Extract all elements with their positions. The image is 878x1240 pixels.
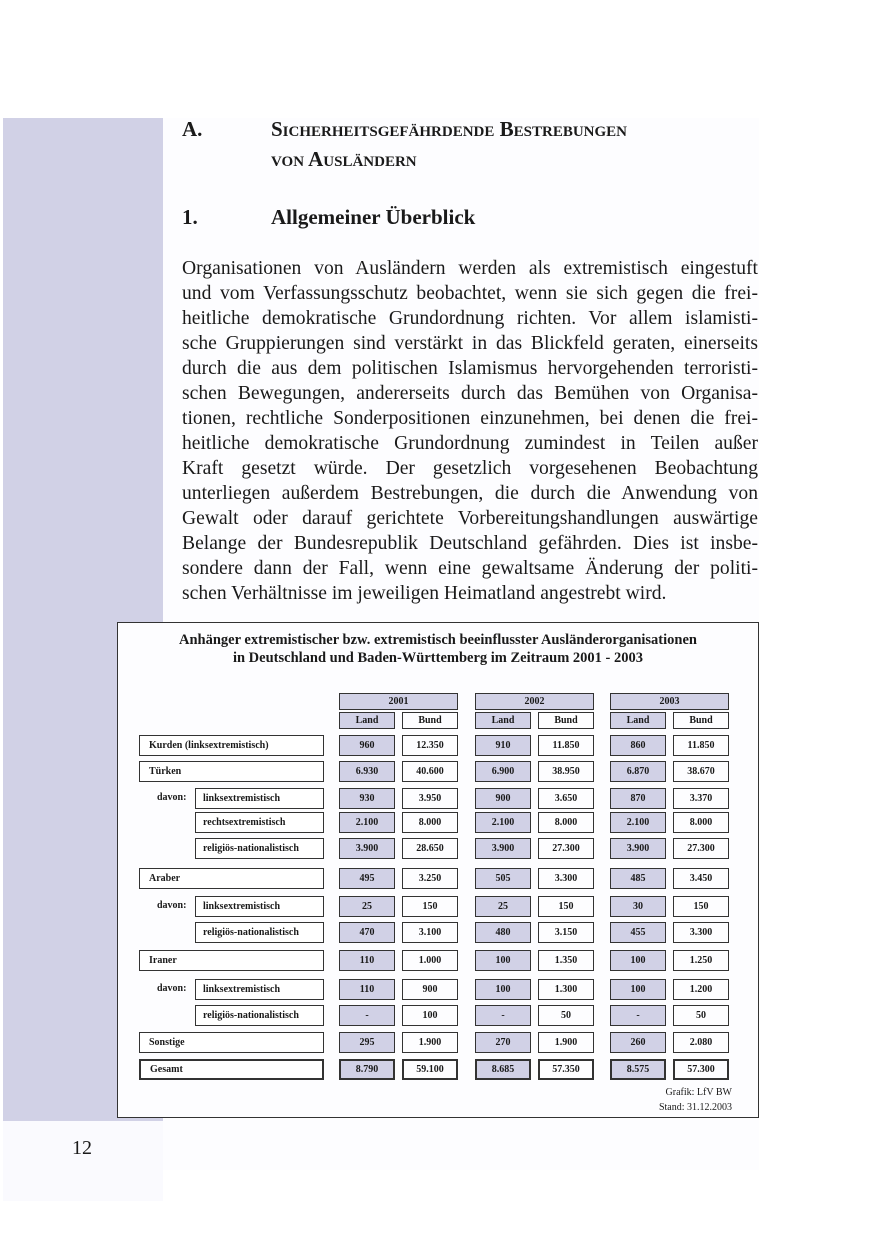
value-bund: 3.370: [673, 788, 729, 809]
value-land: 6.900: [475, 761, 531, 782]
body-line: heitliche demokratische Grundordnung zumindest in Teilen außer: [182, 433, 758, 454]
value-bund: 38.670: [673, 761, 729, 782]
value-land: -: [475, 1005, 531, 1026]
value-land: 2.100: [610, 812, 666, 833]
value-bund: 8.000: [538, 812, 594, 833]
value-land: 100: [610, 950, 666, 971]
value-bund: 8.000: [402, 812, 458, 833]
column-header-bund: Bund: [402, 712, 458, 729]
body-line: und vom Verfassungsschutz beobachtet, wenn sie sich gegen die frei-: [182, 283, 758, 304]
value-bund: 1.000: [402, 950, 458, 971]
value-land: 270: [475, 1032, 531, 1053]
section-title-line1: Sicherheitsgefährdende Bestrebungen: [271, 117, 628, 141]
value-bund: 8.000: [673, 812, 729, 833]
value-land: 455: [610, 922, 666, 943]
value-land: 960: [339, 735, 395, 756]
credit-graphic: Grafik: LfV BW: [665, 1087, 732, 1098]
table-title-line2: in Deutschland und Baden-Württemberg im Zeitraum 2001 - 2003: [232, 650, 644, 666]
davon-label: davon:: [157, 792, 187, 803]
body-line: sondere dann der Fall, wenn eine gewaltsame Änderung der politi-: [182, 558, 758, 579]
value-bund: 12.350: [402, 735, 458, 756]
column-header-land: Land: [475, 712, 531, 729]
subsection-number: 1.: [182, 205, 198, 229]
value-land: 6.930: [339, 761, 395, 782]
value-bund: 11.850: [538, 735, 594, 756]
value-bund: 1.250: [673, 950, 729, 971]
page-number-box: [3, 1121, 163, 1201]
value-land: 470: [339, 922, 395, 943]
value-land: 8.790: [339, 1059, 395, 1080]
value-land: 870: [610, 788, 666, 809]
row-label: Araber: [139, 868, 324, 889]
section-number: A.: [182, 117, 203, 141]
value-bund: 150: [402, 896, 458, 917]
value-bund: 50: [673, 1005, 729, 1026]
value-land: 480: [475, 922, 531, 943]
credit-date: Stand: 31.12.2003: [658, 1102, 732, 1113]
davon-label: davon:: [157, 983, 187, 994]
row-label: religiös-nationalistisch: [195, 1005, 324, 1026]
column-header-bund: Bund: [538, 712, 594, 729]
row-label: Iraner: [139, 950, 324, 971]
page-number: 12: [72, 1137, 92, 1159]
value-bund: 1.200: [673, 979, 729, 1000]
body-line: unterliegen außerdem Bestrebungen, die durch die Anwendung von: [182, 483, 758, 504]
value-bund: 57.300: [673, 1059, 729, 1080]
value-land: 110: [339, 979, 395, 1000]
value-land: 930: [339, 788, 395, 809]
value-bund: 1.900: [538, 1032, 594, 1053]
value-land: 860: [610, 735, 666, 756]
value-bund: 3.450: [673, 868, 729, 889]
value-bund: 900: [402, 979, 458, 1000]
data-table: [117, 622, 759, 1118]
body-line: Organisationen von Ausländern werden als extremistisch eingestuft: [182, 258, 758, 279]
value-land: 2.100: [339, 812, 395, 833]
value-land: 485: [610, 868, 666, 889]
value-bund: 1.900: [402, 1032, 458, 1053]
body-line: schen Bewegungen, andererseits durch das Bemühen von Organisa-: [182, 383, 758, 404]
value-land: 100: [475, 979, 531, 1000]
value-bund: 2.080: [673, 1032, 729, 1053]
subsection-title: Allgemeiner Überblick: [271, 205, 476, 229]
row-label: Türken: [139, 761, 324, 782]
row-label: Kurden (linksextremistisch): [139, 735, 324, 756]
value-land: 910: [475, 735, 531, 756]
value-bund: 27.300: [538, 838, 594, 859]
value-land: 3.900: [610, 838, 666, 859]
value-land: 25: [475, 896, 531, 917]
row-label: linksextremistisch: [195, 979, 324, 1000]
table-title: [118, 631, 758, 667]
value-bund: 57.350: [538, 1059, 594, 1080]
value-bund: 150: [673, 896, 729, 917]
table-title-line1: Anhänger extremistischer bzw. extremistisch beeinflusster Ausländerorganisationen: [179, 632, 697, 648]
value-bund: 59.100: [402, 1059, 458, 1080]
value-land: 8.575: [610, 1059, 666, 1080]
value-bund: 11.850: [673, 735, 729, 756]
value-bund: 3.100: [402, 922, 458, 943]
year-header: 2001: [339, 693, 458, 710]
body-line: Belange der Bundesrepublik Deutschland gefährden. Dies ist insbe-: [182, 533, 758, 554]
value-bund: 1.300: [538, 979, 594, 1000]
body-line: schen Verhältnisse im jeweiligen Heimatland angestrebt wird.: [182, 583, 667, 604]
value-land: 505: [475, 868, 531, 889]
section-title-line2: von Ausländern: [271, 147, 417, 171]
value-bund: 3.150: [538, 922, 594, 943]
column-header-land: Land: [610, 712, 666, 729]
value-bund: 27.300: [673, 838, 729, 859]
row-label: Sonstige: [139, 1032, 324, 1053]
value-land: 3.900: [339, 838, 395, 859]
body-line: Gewalt oder darauf gerichtete Vorbereitungshandlungen auswärtige: [182, 508, 758, 529]
value-land: -: [339, 1005, 395, 1026]
value-bund: 100: [402, 1005, 458, 1026]
value-land: 110: [339, 950, 395, 971]
body-line: tionen, rechtliche Sonderpositionen einzunehmen, bei denen die frei-: [182, 408, 758, 429]
value-land: 6.870: [610, 761, 666, 782]
year-header: 2002: [475, 693, 594, 710]
value-bund: 3.300: [673, 922, 729, 943]
body-line: sche Gruppierungen sind verstärkt in das Blickfeld geraten, einerseits: [182, 333, 758, 354]
column-header-land: Land: [339, 712, 395, 729]
value-bund: 150: [538, 896, 594, 917]
body-line: Kraft gesetzt würde. Der gesetzlich vorgesehenen Beobachtung: [182, 458, 758, 479]
value-land: 100: [610, 979, 666, 1000]
value-land: 900: [475, 788, 531, 809]
value-land: -: [610, 1005, 666, 1026]
value-land: 8.685: [475, 1059, 531, 1080]
value-land: 3.900: [475, 838, 531, 859]
value-land: 25: [339, 896, 395, 917]
value-land: 2.100: [475, 812, 531, 833]
year-header: 2003: [610, 693, 729, 710]
davon-label: davon:: [157, 900, 187, 911]
column-header-bund: Bund: [673, 712, 729, 729]
value-land: 260: [610, 1032, 666, 1053]
value-bund: 38.950: [538, 761, 594, 782]
row-label: rechtsextremistisch: [195, 812, 324, 833]
value-land: 495: [339, 868, 395, 889]
value-bund: 3.950: [402, 788, 458, 809]
value-bund: 3.250: [402, 868, 458, 889]
body-line: durch die aus dem politischen Islamismus hervorgehenden terroristi-: [182, 358, 758, 379]
value-bund: 1.350: [538, 950, 594, 971]
row-label: religiös-nationalistisch: [195, 922, 324, 943]
body-line: heitliche demokratische Grundordnung richten. Vor allem islamisti-: [182, 308, 758, 329]
value-land: 295: [339, 1032, 395, 1053]
row-label: religiös-nationalistisch: [195, 838, 324, 859]
value-bund: 3.300: [538, 868, 594, 889]
row-label: Gesamt: [139, 1059, 324, 1080]
row-label: linksextremistisch: [195, 788, 324, 809]
value-bund: 28.650: [402, 838, 458, 859]
value-land: 100: [475, 950, 531, 971]
value-bund: 3.650: [538, 788, 594, 809]
value-bund: 50: [538, 1005, 594, 1026]
table-credit: [659, 1085, 732, 1115]
row-label: linksextremistisch: [195, 896, 324, 917]
value-bund: 40.600: [402, 761, 458, 782]
value-land: 30: [610, 896, 666, 917]
body-paragraph: [182, 256, 758, 606]
